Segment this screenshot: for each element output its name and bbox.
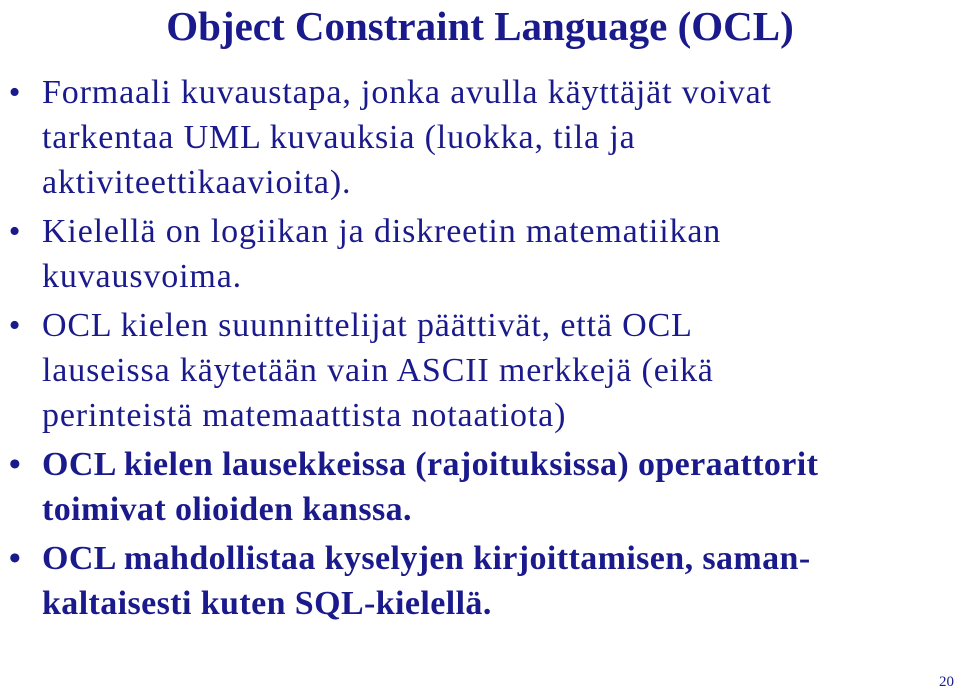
bullet-line: OCL kielen lausekkeissa (rajoituksissa) operaattorit — [42, 446, 819, 483]
bullet-item — [0, 209, 960, 299]
bullet-line: Formaali kuvaustapa, jonka avulla käyttäjät voivat — [42, 74, 772, 111]
bullet-item — [0, 70, 960, 205]
bullet-dot-icon: • — [8, 540, 22, 577]
bullet-item — [0, 442, 960, 532]
page-number: 20 — [939, 674, 954, 690]
bullet-line: lauseissa käytetään vain ASCII merkkejä (eikä — [42, 352, 714, 389]
bullet-line: kaltaisesti kuten SQL-kielellä. — [42, 585, 492, 622]
bullet-line: perinteistä matemaattista notaatiota) — [42, 397, 567, 434]
bullet-line: toimivat olioiden kanssa. — [42, 491, 412, 528]
bullet-line: OCL kielen suunnittelijat päättivät, että OCL — [42, 307, 693, 344]
bullet-dot-icon: • — [8, 74, 22, 111]
bullet-dot-icon: • — [8, 446, 22, 483]
bullet-item — [0, 303, 960, 438]
bullet-dot-icon: • — [8, 213, 22, 250]
bullet-line: aktiviteettikaavioita). — [42, 164, 352, 201]
bullet-line: OCL mahdollistaa kyselyjen kirjoittamisen, saman- — [42, 540, 811, 577]
bullet-dot-icon: • — [8, 307, 22, 344]
bullet-item — [0, 536, 960, 626]
bullet-line: tarkentaa UML kuvauksia (luokka, tila ja — [42, 119, 636, 156]
slide-title: Object Constraint Language (OCL) — [166, 3, 794, 49]
bullet-list — [0, 70, 960, 630]
bullet-line: kuvausvoima. — [42, 258, 243, 295]
bullet-line: Kielellä on logiikan ja diskreetin matematiikan — [42, 213, 722, 250]
